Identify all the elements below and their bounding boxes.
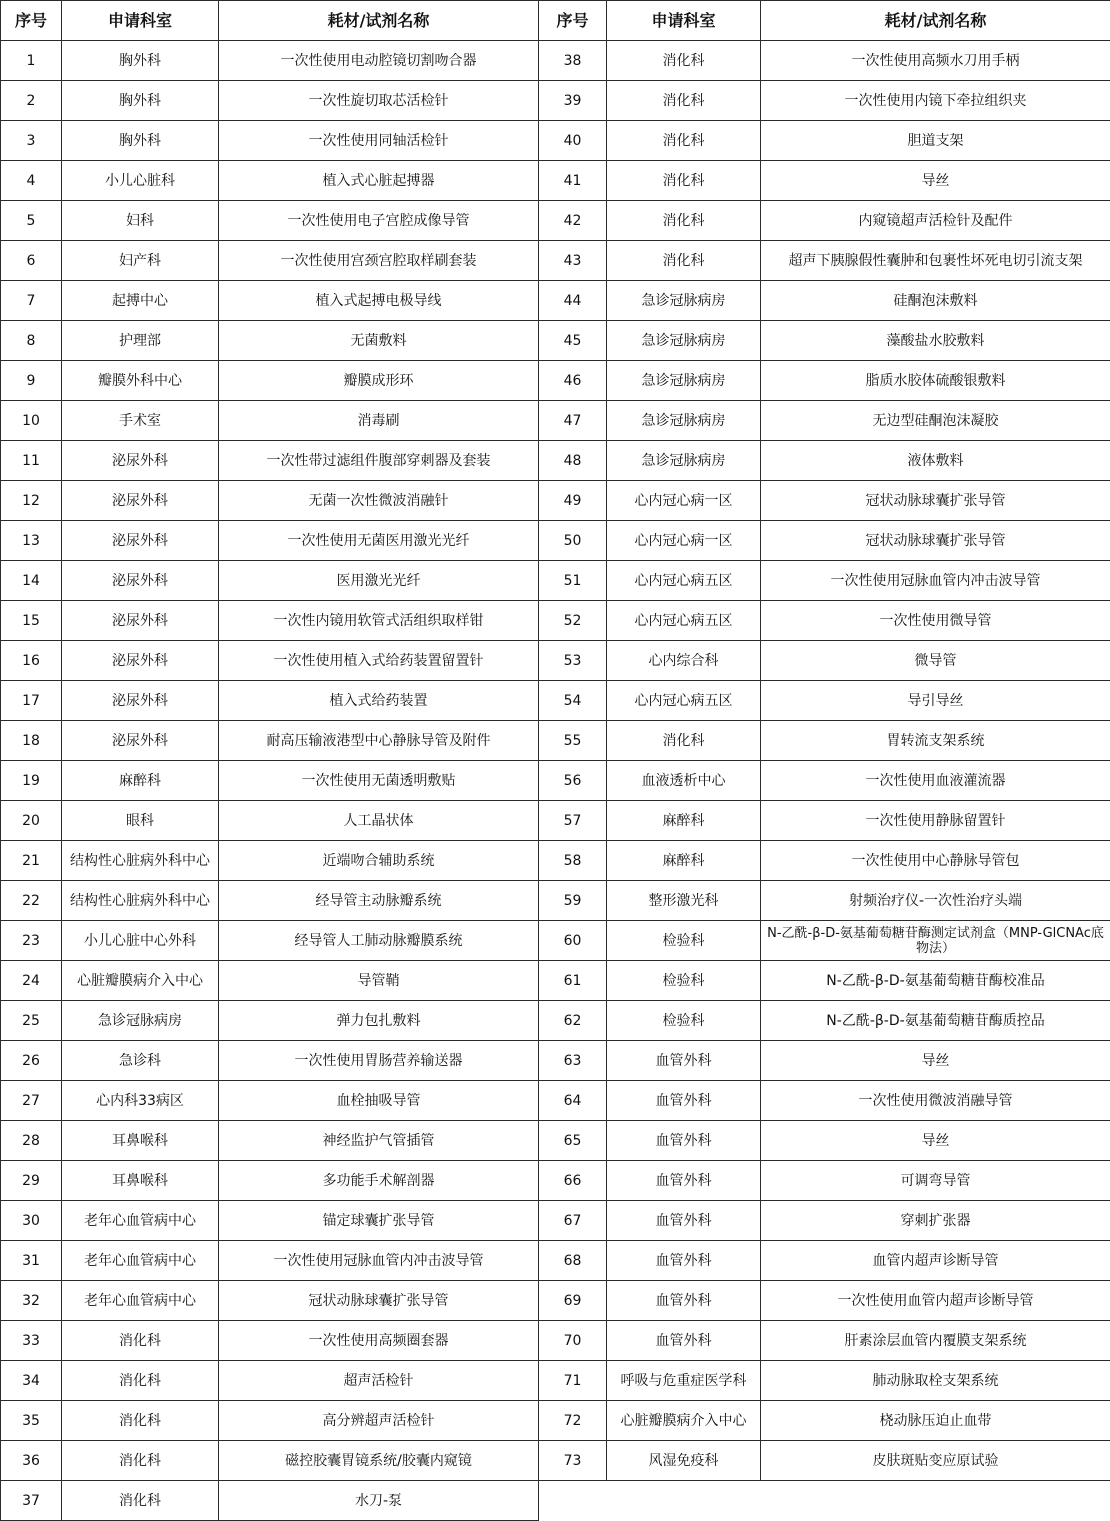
cell-seq-right: 38 [539, 41, 607, 81]
cell-item-right: 肺动脉取栓支架系统 [761, 1361, 1110, 1401]
cell-dept-left: 小儿心脏中心外科 [62, 921, 219, 961]
cell-seq-left: 16 [1, 641, 62, 681]
cell-item-right: 肝素涂层血管内覆膜支架系统 [761, 1321, 1110, 1361]
cell-dept-left: 妇产科 [62, 241, 219, 281]
cell-seq-right: 66 [539, 1161, 607, 1201]
table-row [1, 1321, 1110, 1361]
cell-dept-left: 急诊科 [62, 1041, 219, 1081]
cell-seq-right: 59 [539, 881, 607, 921]
cell-item-right: 一次性使用冠脉血管内冲击波导管 [761, 561, 1110, 601]
cell-item-left: 耐高压输液港型中心静脉导管及附件 [219, 721, 539, 761]
cell-seq-left: 22 [1, 881, 62, 921]
cell-dept-left: 手术室 [62, 401, 219, 441]
table-row [1, 681, 1110, 721]
cell-seq-left: 30 [1, 1201, 62, 1241]
cell-dept-left: 胸外科 [62, 81, 219, 121]
cell-item-left: 一次性旋切取芯活检针 [219, 81, 539, 121]
cell-seq-right: 45 [539, 321, 607, 361]
table-row [1, 321, 1110, 361]
cell-dept-left: 泌尿外科 [62, 721, 219, 761]
cell-dept-right: 急诊冠脉病房 [607, 401, 761, 441]
cell-item-right: 一次性使用微导管 [761, 601, 1110, 641]
cell-item-left: 一次性使用同轴活检针 [219, 121, 539, 161]
cell-dept-left: 消化科 [62, 1441, 219, 1481]
cell-dept-left: 泌尿外科 [62, 561, 219, 601]
cell-dept-right: 心内冠心病五区 [607, 561, 761, 601]
cell-item-left: 经导管人工肺动脉瓣膜系统 [219, 921, 539, 961]
cell-dept-left: 胸外科 [62, 41, 219, 81]
cell-seq-right: 53 [539, 641, 607, 681]
cell-dept-right: 风湿免疫科 [607, 1441, 761, 1481]
table-row [1, 281, 1110, 321]
cell-seq-left: 33 [1, 1321, 62, 1361]
cell-dept-left: 消化科 [62, 1361, 219, 1401]
table-body [1, 41, 1110, 1521]
cell-seq-right: 42 [539, 201, 607, 241]
cell-dept-left: 老年心血管病中心 [62, 1281, 219, 1321]
cell-dept-left: 起搏中心 [62, 281, 219, 321]
cell-seq-right: 55 [539, 721, 607, 761]
table-row [1, 1081, 1110, 1121]
cell-dept-left: 耳鼻喉科 [62, 1161, 219, 1201]
cell-dept-right: 麻醉科 [607, 801, 761, 841]
cell-dept-left: 结构性心脏病外科中心 [62, 881, 219, 921]
cell-item-right: 冠状动脉球囊扩张导管 [761, 481, 1110, 521]
table-row [1, 1041, 1110, 1081]
cell-seq-left: 13 [1, 521, 62, 561]
cell-seq-right: 50 [539, 521, 607, 561]
table-row [1, 561, 1110, 601]
cell-seq-right: 56 [539, 761, 607, 801]
cell-item-left: 一次性使用无菌医用激光光纤 [219, 521, 539, 561]
cell-dept-right: 血管外科 [607, 1201, 761, 1241]
cell-item-left: 弹力包扎敷料 [219, 1001, 539, 1041]
table-row [1, 1441, 1110, 1481]
table-row [1, 521, 1110, 561]
cell-dept-left: 心脏瓣膜病介入中心 [62, 961, 219, 1001]
cell-seq-right: 60 [539, 921, 607, 961]
cell-dept-right: 消化科 [607, 241, 761, 281]
cell-item-right: 导丝 [761, 161, 1110, 201]
table-row [1, 161, 1110, 201]
cell-dept-right: 消化科 [607, 201, 761, 241]
table-row [1, 1401, 1110, 1441]
table-row [1, 1161, 1110, 1201]
cell-dept-left: 泌尿外科 [62, 601, 219, 641]
header-dept-left: 申请科室 [62, 1, 219, 41]
cell-seq-left: 11 [1, 441, 62, 481]
cell-dept-left: 耳鼻喉科 [62, 1121, 219, 1161]
table-row [1, 641, 1110, 681]
cell-item-right: 超声下胰腺假性囊肿和包裹性坏死电切引流支架 [761, 241, 1110, 281]
cell-dept-right: 心脏瓣膜病介入中心 [607, 1401, 761, 1441]
cell-item-left: 一次性使用电子宫腔成像导管 [219, 201, 539, 241]
cell-item-right: 导丝 [761, 1041, 1110, 1081]
cell-seq-right: 70 [539, 1321, 607, 1361]
table-row [1, 41, 1110, 81]
cell-seq-left: 6 [1, 241, 62, 281]
cell-item-right: 脂质水胶体硫酸银敷料 [761, 361, 1110, 401]
cell-seq-right: 52 [539, 601, 607, 641]
cell-seq-right: 49 [539, 481, 607, 521]
cell-dept-right: 整形激光科 [607, 881, 761, 921]
cell-dept-right: 心内冠心病五区 [607, 681, 761, 721]
cell-dept-right: 麻醉科 [607, 841, 761, 881]
cell-item-left: 植入式给药装置 [219, 681, 539, 721]
cell-dept-left: 老年心血管病中心 [62, 1241, 219, 1281]
table-row [1, 1281, 1110, 1321]
cell-dept-right: 心内冠心病五区 [607, 601, 761, 641]
cell-seq-right: 73 [539, 1441, 607, 1481]
cell-item-right: 一次性使用微波消融导管 [761, 1081, 1110, 1121]
cell-seq-left: 36 [1, 1441, 62, 1481]
cell-seq-left: 5 [1, 201, 62, 241]
cell-item-left: 一次性使用无菌透明敷贴 [219, 761, 539, 801]
cell-seq-left: 31 [1, 1241, 62, 1281]
cell-dept-left: 泌尿外科 [62, 441, 219, 481]
cell-item-left: 消毒刷 [219, 401, 539, 441]
cell-seq-left: 29 [1, 1161, 62, 1201]
cell-dept-right: 急诊冠脉病房 [607, 361, 761, 401]
cell-dept-right: 检验科 [607, 921, 761, 961]
cell-seq-right: 48 [539, 441, 607, 481]
table-row [1, 801, 1110, 841]
cell-item-right: 内窥镜超声活检针及配件 [761, 201, 1110, 241]
cell-dept-right: 急诊冠脉病房 [607, 441, 761, 481]
cell-dept-left: 泌尿外科 [62, 681, 219, 721]
cell-seq-left: 27 [1, 1081, 62, 1121]
cell-seq-right: 61 [539, 961, 607, 1001]
header-item-left: 耗材/试剂名称 [219, 1, 539, 41]
cell-seq-left: 23 [1, 921, 62, 961]
table-row [1, 601, 1110, 641]
cell-seq-left: 18 [1, 721, 62, 761]
cell-dept-right: 急诊冠脉病房 [607, 281, 761, 321]
cell-seq-left: 21 [1, 841, 62, 881]
cell-dept-right: 消化科 [607, 81, 761, 121]
cell-item-right: N-乙酰-β-D-氨基葡萄糖苷酶校准品 [761, 961, 1110, 1001]
cell-seq-right: 65 [539, 1121, 607, 1161]
table-row [1, 761, 1110, 801]
cell-dept-right: 血管外科 [607, 1321, 761, 1361]
table-row [1, 721, 1110, 761]
cell-dept-right: 呼吸与危重症医学科 [607, 1361, 761, 1401]
cell-seq-right: 58 [539, 841, 607, 881]
cell-dept-right: 血管外科 [607, 1281, 761, 1321]
cell-seq-right: 67 [539, 1201, 607, 1241]
table-row [1, 441, 1110, 481]
cell-seq-left: 32 [1, 1281, 62, 1321]
header-seq-right: 序号 [539, 1, 607, 41]
cell-item-right: 无边型硅酮泡沫凝胶 [761, 401, 1110, 441]
cell-item-right: 藻酸盐水胶敷料 [761, 321, 1110, 361]
cell-dept-left: 消化科 [62, 1321, 219, 1361]
cell-dept-right: 消化科 [607, 721, 761, 761]
cell-item-left: 超声活检针 [219, 1361, 539, 1401]
cell-dept-left: 心内科33病区 [62, 1081, 219, 1121]
cell-dept-right: 血管外科 [607, 1081, 761, 1121]
cell-item-left: 高分辨超声活检针 [219, 1401, 539, 1441]
cell-dept-right: 血液透析中心 [607, 761, 761, 801]
cell-item-left: 植入式心脏起搏器 [219, 161, 539, 201]
cell-seq-right: 47 [539, 401, 607, 441]
empty-cell-right [539, 1481, 1110, 1521]
cell-seq-right: 72 [539, 1401, 607, 1441]
cell-item-left: 一次性带过滤组件腹部穿刺器及套装 [219, 441, 539, 481]
cell-seq-right: 43 [539, 241, 607, 281]
table-row [1, 401, 1110, 441]
table-row [1, 961, 1110, 1001]
cell-item-left: 导管鞘 [219, 961, 539, 1001]
cell-item-right: 一次性使用血液灌流器 [761, 761, 1110, 801]
cell-seq-right: 40 [539, 121, 607, 161]
cell-item-left: 一次性使用胃肠营养输送器 [219, 1041, 539, 1081]
cell-dept-left: 麻醉科 [62, 761, 219, 801]
cell-item-left: 一次性使用植入式给药装置留置针 [219, 641, 539, 681]
cell-dept-left: 瓣膜外科中心 [62, 361, 219, 401]
table-row [1, 1361, 1110, 1401]
cell-seq-left: 37 [1, 1481, 62, 1521]
table-row [1, 921, 1110, 961]
table-row [1, 241, 1110, 281]
cell-dept-right: 心内冠心病一区 [607, 521, 761, 561]
cell-dept-right: 血管外科 [607, 1241, 761, 1281]
cell-dept-left: 消化科 [62, 1481, 219, 1521]
cell-dept-right: 心内冠心病一区 [607, 481, 761, 521]
cell-item-left: 多功能手术解剖器 [219, 1161, 539, 1201]
cell-item-right: 射频治疗仪-一次性治疗头端 [761, 881, 1110, 921]
cell-item-right: 一次性使用高频水刀用手柄 [761, 41, 1110, 81]
cell-seq-right: 57 [539, 801, 607, 841]
table-row [1, 481, 1110, 521]
header-dept-right: 申请科室 [607, 1, 761, 41]
cell-seq-right: 71 [539, 1361, 607, 1401]
cell-seq-right: 51 [539, 561, 607, 601]
cell-seq-left: 4 [1, 161, 62, 201]
cell-seq-left: 28 [1, 1121, 62, 1161]
cell-seq-left: 7 [1, 281, 62, 321]
cell-seq-left: 20 [1, 801, 62, 841]
cell-dept-right: 检验科 [607, 1001, 761, 1041]
cell-item-right: 微导管 [761, 641, 1110, 681]
table-header-row [1, 1, 1110, 41]
cell-item-right: 冠状动脉球囊扩张导管 [761, 521, 1110, 561]
cell-seq-left: 25 [1, 1001, 62, 1041]
header-item-right: 耗材/试剂名称 [761, 1, 1110, 41]
cell-seq-left: 9 [1, 361, 62, 401]
cell-seq-right: 63 [539, 1041, 607, 1081]
cell-item-left: 植入式起搏电极导线 [219, 281, 539, 321]
cell-item-left: 一次性使用高频圈套器 [219, 1321, 539, 1361]
cell-item-right: 血管内超声诊断导管 [761, 1241, 1110, 1281]
cell-item-right: 一次性使用静脉留置针 [761, 801, 1110, 841]
cell-item-left: 锚定球囊扩张导管 [219, 1201, 539, 1241]
cell-item-right: 一次性使用血管内超声诊断导管 [761, 1281, 1110, 1321]
cell-seq-left: 26 [1, 1041, 62, 1081]
cell-item-left: 一次性内镜用软管式活组织取样钳 [219, 601, 539, 641]
cell-item-right: 导丝 [761, 1121, 1110, 1161]
cell-dept-right: 检验科 [607, 961, 761, 1001]
cell-seq-left: 12 [1, 481, 62, 521]
cell-dept-right: 血管外科 [607, 1161, 761, 1201]
cell-item-left: 一次性使用电动腔镜切割吻合器 [219, 41, 539, 81]
table-row [1, 1241, 1110, 1281]
cell-dept-left: 泌尿外科 [62, 521, 219, 561]
table-row [1, 1201, 1110, 1241]
cell-seq-left: 34 [1, 1361, 62, 1401]
cell-item-left: 一次性使用冠脉血管内冲击波导管 [219, 1241, 539, 1281]
cell-dept-right: 消化科 [607, 161, 761, 201]
cell-seq-right: 62 [539, 1001, 607, 1041]
cell-seq-right: 54 [539, 681, 607, 721]
cell-item-left: 经导管主动脉瓣系统 [219, 881, 539, 921]
table-row [1, 201, 1110, 241]
cell-item-right: 胆道支架 [761, 121, 1110, 161]
cell-item-right: 一次性使用中心静脉导管包 [761, 841, 1110, 881]
cell-seq-right: 41 [539, 161, 607, 201]
cell-dept-left: 泌尿外科 [62, 481, 219, 521]
cell-dept-right: 消化科 [607, 121, 761, 161]
cell-seq-left: 19 [1, 761, 62, 801]
cell-dept-left: 结构性心脏病外科中心 [62, 841, 219, 881]
cell-item-left: 神经监护气管插管 [219, 1121, 539, 1161]
cell-seq-right: 69 [539, 1281, 607, 1321]
cell-item-right: 一次性使用内镜下牵拉组织夹 [761, 81, 1110, 121]
cell-item-right: 皮肤斑贴变应原试验 [761, 1441, 1110, 1481]
cell-dept-right: 心内综合科 [607, 641, 761, 681]
cell-item-left: 一次性使用宫颈宫腔取样刷套装 [219, 241, 539, 281]
cell-dept-right: 血管外科 [607, 1041, 761, 1081]
cell-item-right: 导引导丝 [761, 681, 1110, 721]
cell-seq-left: 17 [1, 681, 62, 721]
table-row [1, 1001, 1110, 1041]
cell-dept-left: 小儿心脏科 [62, 161, 219, 201]
cell-item-left: 瓣膜成形环 [219, 361, 539, 401]
cell-seq-left: 24 [1, 961, 62, 1001]
cell-dept-left: 胸外科 [62, 121, 219, 161]
cell-dept-left: 泌尿外科 [62, 641, 219, 681]
cell-seq-left: 10 [1, 401, 62, 441]
cell-item-right: 硅酮泡沫敷料 [761, 281, 1110, 321]
cell-dept-right: 消化科 [607, 41, 761, 81]
cell-dept-left: 急诊冠脉病房 [62, 1001, 219, 1041]
cell-seq-left: 8 [1, 321, 62, 361]
cell-dept-right: 血管外科 [607, 1121, 761, 1161]
cell-seq-left: 2 [1, 81, 62, 121]
table-row [1, 881, 1110, 921]
cell-item-left: 无菌一次性微波消融针 [219, 481, 539, 521]
table-row [1, 81, 1110, 121]
cell-seq-left: 1 [1, 41, 62, 81]
cell-item-left: 近端吻合辅助系统 [219, 841, 539, 881]
cell-seq-left: 35 [1, 1401, 62, 1441]
cell-dept-left: 妇科 [62, 201, 219, 241]
cell-item-right: 穿刺扩张器 [761, 1201, 1110, 1241]
cell-dept-right: 急诊冠脉病房 [607, 321, 761, 361]
cell-item-left: 水刀-泵 [219, 1481, 539, 1521]
cell-seq-left: 3 [1, 121, 62, 161]
cell-item-left: 磁控胶囊胃镜系统/胶囊内窥镜 [219, 1441, 539, 1481]
cell-item-left: 冠状动脉球囊扩张导管 [219, 1281, 539, 1321]
cell-item-right: 液体敷料 [761, 441, 1110, 481]
cell-dept-left: 眼科 [62, 801, 219, 841]
cell-item-left: 人工晶状体 [219, 801, 539, 841]
cell-seq-right: 39 [539, 81, 607, 121]
cell-item-right: 可调弯导管 [761, 1161, 1110, 1201]
cell-dept-left: 消化科 [62, 1401, 219, 1441]
cell-seq-right: 68 [539, 1241, 607, 1281]
header-seq-left: 序号 [1, 1, 62, 41]
table-row [1, 1481, 1110, 1521]
cell-seq-right: 46 [539, 361, 607, 401]
cell-item-left: 医用激光光纤 [219, 561, 539, 601]
cell-dept-left: 护理部 [62, 321, 219, 361]
cell-seq-left: 15 [1, 601, 62, 641]
cell-seq-right: 64 [539, 1081, 607, 1121]
table-row [1, 841, 1110, 881]
cell-item-right: N-乙酰-β-D-氨基葡萄糖苷酶测定试剂盒（MNP-GlCNAc底物法） [761, 921, 1110, 961]
cell-seq-left: 14 [1, 561, 62, 601]
cell-item-right: N-乙酰-β-D-氨基葡萄糖苷酶质控品 [761, 1001, 1110, 1041]
table-row [1, 361, 1110, 401]
cell-seq-right: 44 [539, 281, 607, 321]
table-row [1, 121, 1110, 161]
cell-item-right: 胃转流支架系统 [761, 721, 1110, 761]
cell-item-left: 血栓抽吸导管 [219, 1081, 539, 1121]
cell-item-right: 桡动脉压迫止血带 [761, 1401, 1110, 1441]
table-row [1, 1121, 1110, 1161]
cell-dept-left: 老年心血管病中心 [62, 1201, 219, 1241]
cell-item-left: 无菌敷料 [219, 321, 539, 361]
